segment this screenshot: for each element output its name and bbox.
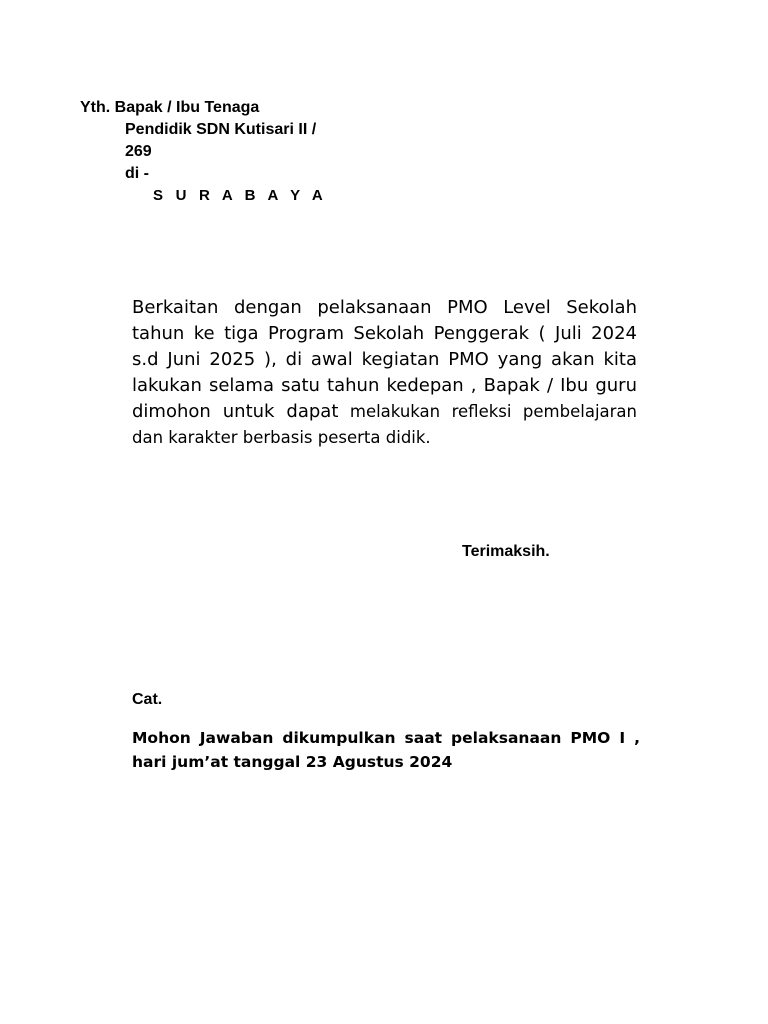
address-line-1: Yth. Bapak / Ibu Tenaga	[80, 99, 260, 116]
note-label: Cat.	[132, 691, 163, 708]
address-city: S U R A B A Y A	[153, 187, 327, 204]
recipient-address	[80, 97, 327, 207]
note-text: Mohon Jawaban dikumpulkan saat pelaksanaan PMO I , hari jum’at tanggal 23 Agustus 2024	[132, 729, 640, 771]
letter-body-main: Berkaitan dengan pelaksanaan PMO Level Sekolah tahun ke tiga Program Sekolah Penggerak ( Juli 2024 s.d Juni 2025 ), di awal kegiatan PMO yang akan kita lakukan selama satu tahun kedepan , Bapak / Ibu guru dimohon untuk dapat	[132, 297, 637, 422]
address-line-4: di -	[125, 165, 149, 182]
address-line-2: Pendidik SDN Kutisari II /	[125, 121, 317, 138]
address-line-3: 269	[125, 143, 152, 160]
letter-body-paragraph	[132, 295, 637, 451]
letter-body-tail: melakukan refleksi pembelajaran dan karakter berbasis peserta didik.	[132, 402, 637, 447]
closing-thanks: Terimaksih.	[462, 543, 550, 560]
